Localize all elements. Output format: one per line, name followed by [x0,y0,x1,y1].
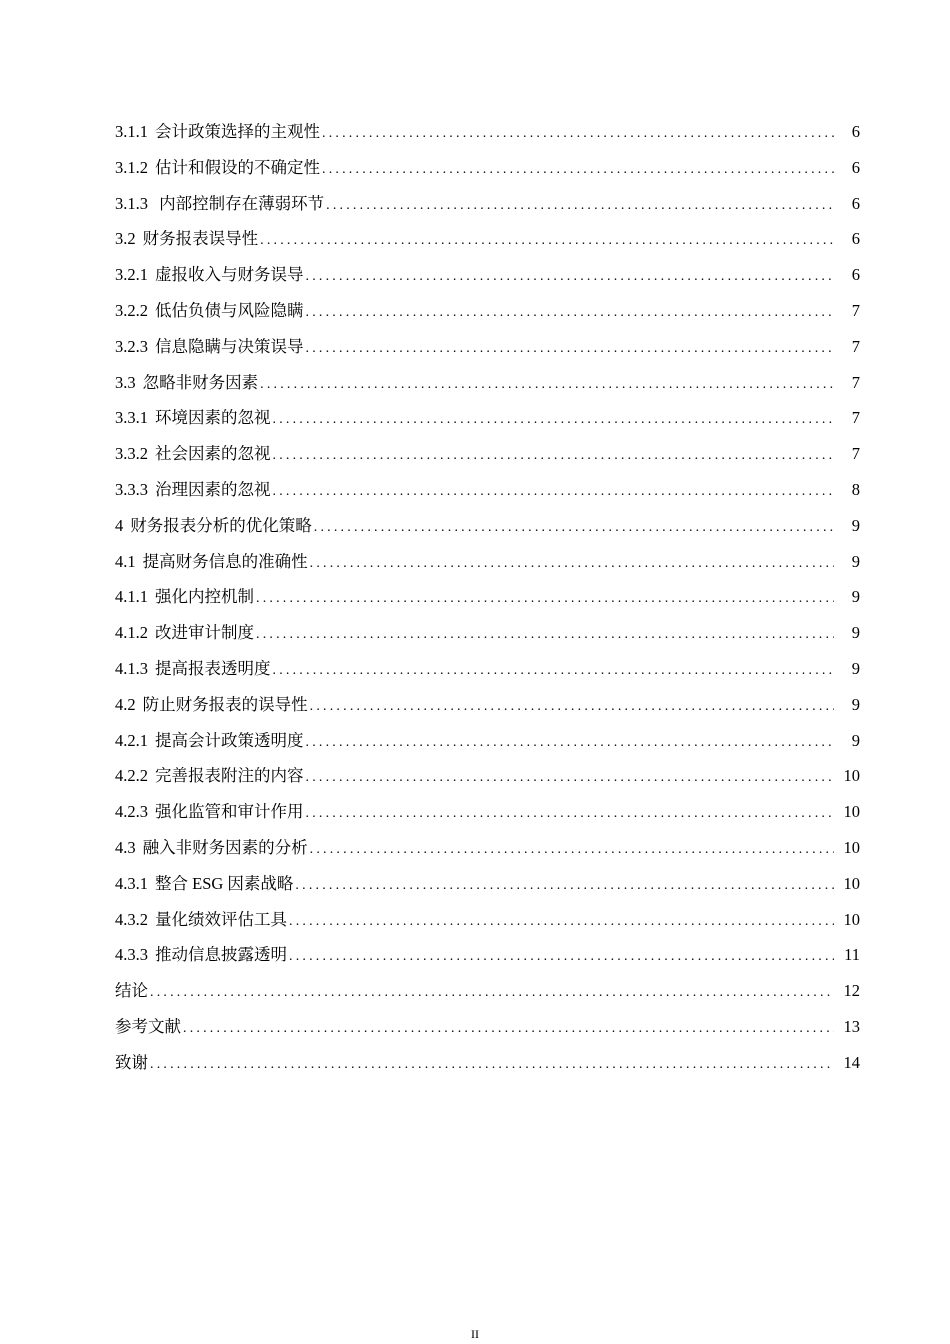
toc-entry-label [115,400,271,436]
toc-entry-title: 财务报表误导性 [142,229,259,249]
toc-entry-page: 9 [851,587,860,607]
toc-entry-number: 4.1.2 [115,623,148,643]
toc-entry-title: 整合 ESG 因素战略 [155,873,294,893]
toc-dot-leader [310,832,834,868]
toc-entry-page: 7 [851,372,860,392]
toc-entry-page: 6 [851,122,860,141]
toc-entry-page: 7 [851,408,860,428]
toc-entry-title: 会计政策选择的主观性 [155,122,320,141]
toc-dot-leader [322,152,834,188]
toc-dot-leader [306,760,835,796]
toc-dot-leader [322,116,834,152]
toc-dot-leader [273,402,835,438]
toc-entry-label [115,579,254,615]
toc-entry-number: 3.2 [115,229,136,249]
toc-entry-page: 10 [843,873,860,893]
toc-entry-title: 虚报收入与财务误导 [155,265,304,285]
toc-entry[interactable] [115,544,860,580]
toc-dot-leader [326,188,834,224]
toc-entry[interactable] [115,365,860,401]
toc-entry-title: 提高财务信息的准确性 [142,551,308,571]
toc-entry-label [115,723,304,759]
toc-entry-title: 结论 [115,981,148,1001]
toc-entry-page: 6 [851,193,860,213]
toc-entry[interactable] [115,150,860,186]
toc-entry-title: 参考文献 [115,1016,181,1036]
toc-entry[interactable] [115,973,860,1009]
toc-dot-leader [310,546,834,582]
toc-dot-leader [256,581,834,617]
toc-entry-title: 防止财务报表的误导性 [142,694,308,714]
toc-entry-label [115,1045,148,1081]
toc-dot-leader [306,331,835,367]
toc-entry-title: 量化绩效评估工具 [155,909,287,929]
toc-entry[interactable] [115,329,860,365]
toc-entry[interactable] [115,1009,860,1045]
toc-dot-leader [150,975,834,1011]
toc-entry-title: 信息隐瞒与决策误导 [155,336,304,356]
toc-dot-leader [295,868,834,904]
toc-entry-page: 14 [843,1052,860,1072]
toc-entry-title: 忽略非财务因素 [142,372,259,392]
toc-entry-page: 13 [843,1016,860,1036]
toc-entry[interactable] [115,472,860,508]
toc-entry-title: 财务报表分析的优化策略 [130,515,312,535]
toc-dot-leader [183,1011,834,1047]
toc-entry-page: 11 [844,945,860,965]
toc-dot-leader [256,617,834,653]
toc-entry-page: 12 [843,981,860,1001]
toc-entry[interactable] [115,221,860,257]
toc-entry-number: 3.2.3 [115,336,148,356]
toc-entry[interactable] [115,830,860,866]
toc-entry-title: 完善报表附注的内容 [155,766,304,786]
toc-entry[interactable] [115,400,860,436]
toc-entry-number: 4.2.2 [115,766,148,786]
toc-dot-leader [273,474,835,510]
toc-entry-number: 3.3 [115,372,136,392]
toc-entry-page: 7 [851,444,860,464]
toc-entry-number: 4.3.1 [115,873,148,893]
toc-entry-title: 推动信息披露透明 [155,945,287,965]
toc-entry[interactable] [115,114,860,150]
toc-entry-label [115,150,320,186]
toc-entry-title: 强化监管和审计作用 [155,802,304,822]
toc-dot-leader [289,939,834,975]
toc-entry-label [115,1009,181,1045]
toc-entry[interactable] [115,794,860,830]
toc-entry-label [115,937,287,973]
toc-entry-number: 4.3 [115,837,136,857]
toc-entry[interactable] [115,615,860,651]
toc-entry-page: 7 [851,336,860,356]
toc-dot-leader [306,259,835,295]
toc-entry-number: 4.3.2 [115,909,148,929]
toc-dot-leader [273,438,835,474]
toc-entry-label [115,114,320,150]
toc-entry-label [115,365,258,401]
toc-dot-leader [150,1047,834,1083]
toc-entry-label [115,830,308,866]
toc-entry-label [115,973,148,1009]
toc-entry-number: 3.1.1 [115,122,148,141]
toc-entry-number: 4.1.3 [115,658,148,678]
toc-entry-label [115,866,293,902]
toc-entry-page: 6 [851,229,860,249]
toc-entry-number: 3.2.2 [115,300,148,320]
toc-entry-label [115,186,324,222]
toc-entry-title: 治理因素的忽视 [155,479,271,499]
toc-dot-leader [310,689,834,725]
toc-entry-number: 4.1 [115,551,136,571]
toc-entry-page: 8 [851,479,860,499]
toc-entry-number: 4 [115,515,124,535]
toc-entry-label [115,472,271,508]
toc-entry-number: 4.3.3 [115,945,148,965]
toc-entry-title: 内部控制存在薄弱环节 [155,193,325,213]
toc-entry-page: 10 [843,909,860,929]
toc-entry-page: 10 [843,766,860,786]
toc-entry-title: 改进审计制度 [155,623,254,643]
toc-entry-label [115,221,258,257]
toc-entry-number: 3.1.3 [115,193,148,213]
table-of-contents [115,114,860,1081]
toc-entry-number: 4.1.1 [115,587,148,607]
toc-entry-page: 10 [843,802,860,822]
toc-entry[interactable] [115,1045,860,1081]
toc-dot-leader [260,223,834,259]
toc-entry-number: 3.3.2 [115,444,148,464]
toc-entry-label [115,651,271,687]
toc-entry-title: 强化内控机制 [155,587,254,607]
toc-entry-label [115,615,254,651]
toc-entry-title: 环境因素的忽视 [155,408,271,428]
toc-entry-page: 10 [843,837,860,857]
toc-entry-label [115,544,308,580]
toc-entry[interactable] [115,293,860,329]
toc-entry-label [115,329,304,365]
toc-entry-page: 9 [851,658,860,678]
toc-entry[interactable] [115,257,860,293]
toc-entry-title: 低估负债与风险隐瞒 [155,300,304,320]
toc-entry[interactable] [115,508,860,544]
toc-entry-page: 7 [851,300,860,320]
toc-dot-leader [260,367,834,403]
toc-entry[interactable] [115,186,860,222]
toc-entry-label [115,293,304,329]
toc-entry-title: 融入非财务因素的分析 [142,837,308,857]
toc-entry-page: 9 [851,551,860,571]
toc-entry[interactable] [115,436,860,472]
toc-entry-number: 3.3.1 [115,408,148,428]
toc-entry-number: 4.2.1 [115,730,148,750]
toc-dot-leader [289,904,834,940]
toc-entry-title: 致谢 [115,1052,148,1072]
toc-entry-page: 9 [851,730,860,750]
toc-entry-title: 提高报表透明度 [155,658,271,678]
toc-entry[interactable] [115,579,860,615]
toc-entry-title: 提高会计政策透明度 [155,730,304,750]
toc-dot-leader [273,653,835,689]
toc-entry-title: 估计和假设的不确定性 [155,157,320,177]
toc-entry-label [115,902,287,938]
toc-entry[interactable] [115,651,860,687]
toc-entry-number: 3.1.2 [115,157,148,177]
toc-entry[interactable] [115,937,860,973]
toc-dot-leader [306,725,835,761]
toc-entry-page: 9 [851,694,860,714]
toc-entry-page: 6 [851,157,860,177]
toc-entry[interactable] [115,687,860,723]
toc-entry[interactable] [115,866,860,902]
toc-entry-label [115,758,304,794]
toc-dot-leader [314,510,834,546]
toc-dot-leader [306,295,835,331]
toc-entry-number: 3.2.1 [115,265,148,285]
toc-entry-label [115,794,304,830]
toc-entry-page: 6 [851,265,860,285]
page-number-footer: II [471,1327,479,1341]
toc-entry-label [115,508,312,544]
toc-entry-title: 社会因素的忽视 [155,444,271,464]
toc-entry-label [115,257,304,293]
toc-entry-label [115,436,271,472]
toc-dot-leader [306,796,835,832]
toc-entry-page: 9 [851,623,860,643]
toc-entry[interactable] [115,902,860,938]
toc-entry[interactable] [115,758,860,794]
toc-entry-number: 4.2 [115,694,136,714]
toc-entry-label [115,687,308,723]
toc-entry-page: 9 [851,515,860,535]
toc-entry-number: 4.2.3 [115,802,148,822]
toc-entry[interactable] [115,723,860,759]
toc-entry-number: 3.3.3 [115,479,148,499]
